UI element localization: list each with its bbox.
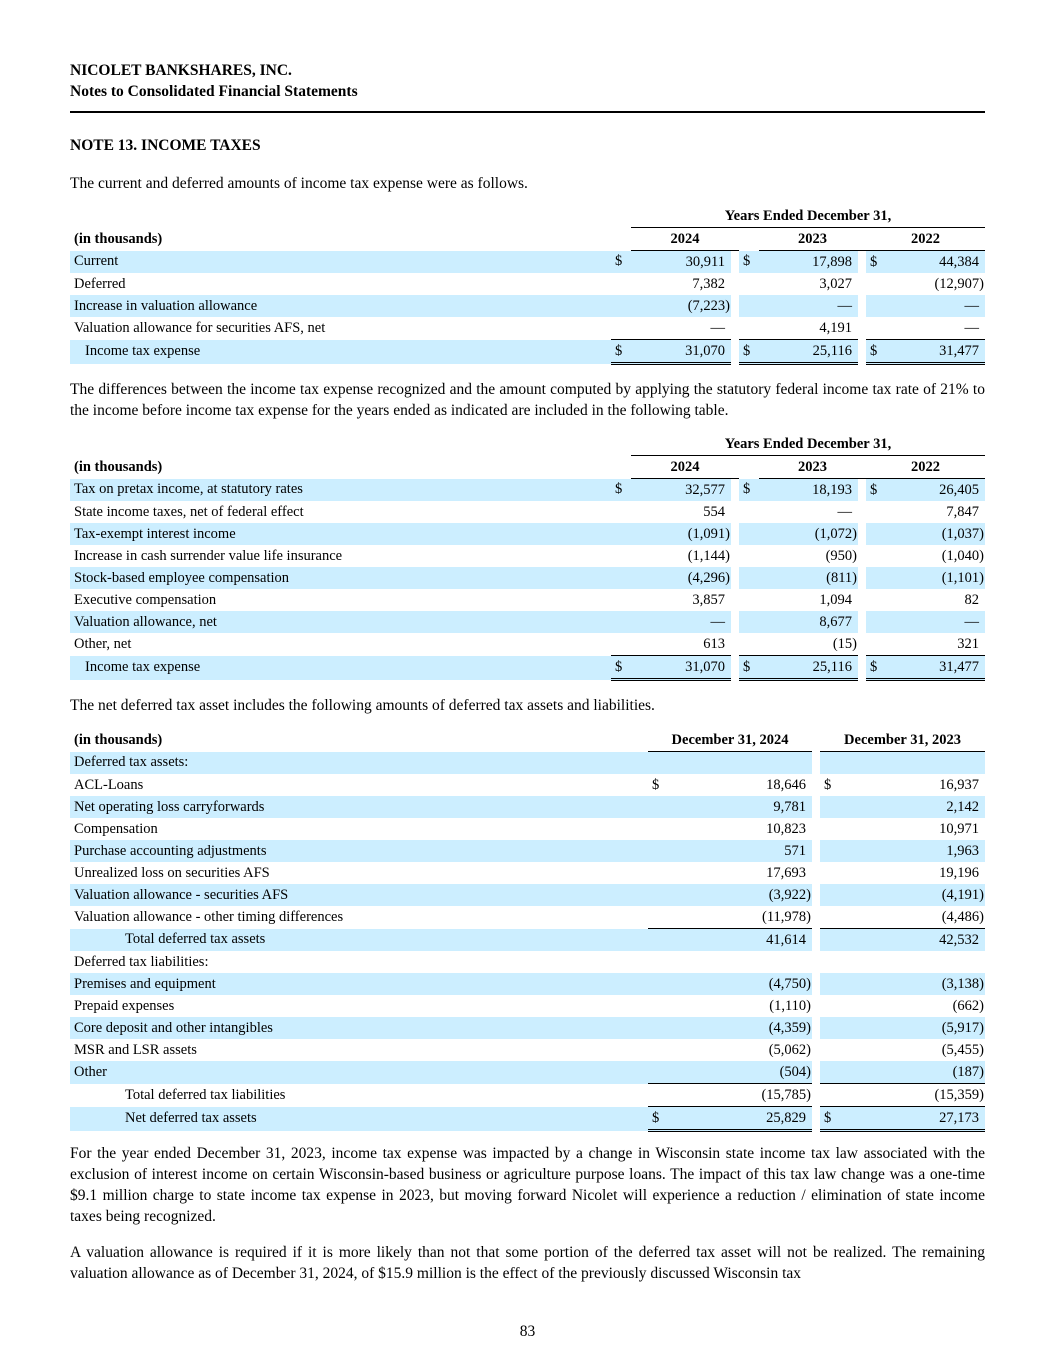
table-row <box>70 251 985 274</box>
table-subtotal-row <box>70 929 985 952</box>
currency-symbol: $ <box>824 776 832 793</box>
row-label: Valuation allowance, net <box>70 611 611 633</box>
table-row <box>70 774 985 796</box>
row-label: Increase in valuation allowance <box>70 295 611 317</box>
currency-symbol: $ <box>611 251 631 274</box>
row-label: Core deposit and other intangibles <box>70 1017 648 1039</box>
cell-value: 10,971 <box>939 820 979 837</box>
cell-value: 3,857 <box>692 591 725 608</box>
cell-value: (7,223) <box>631 295 731 317</box>
row-label: Tax on pretax income, at statutory rates <box>70 479 611 502</box>
section-title: Notes to Consolidated Financial Statements <box>70 83 358 100</box>
cell-value: 31,477 <box>886 340 985 364</box>
table-row <box>70 545 985 567</box>
table-row <box>70 501 985 523</box>
table-row <box>70 295 985 317</box>
cell-value: 3,027 <box>819 275 852 292</box>
cell-value: — <box>631 611 731 633</box>
cell-value: 42,532 <box>840 929 985 952</box>
table-row <box>70 1017 985 1039</box>
cell-value: (4,359) <box>668 1017 812 1039</box>
currency-symbol: $ <box>866 251 886 274</box>
table-row <box>70 906 985 929</box>
row-label: Purchase accounting adjustments <box>70 840 648 862</box>
cell-value: 2,142 <box>840 796 985 818</box>
cell-value: 18,193 <box>759 479 858 502</box>
cell-value: 17,693 <box>766 864 806 881</box>
table-super-header-row <box>70 205 985 228</box>
rate-reconciliation-table <box>70 433 985 681</box>
cell-value: (3,922) <box>668 884 812 906</box>
cell-value: (950) <box>825 547 857 564</box>
row-label: Valuation allowance for securities AFS, net <box>74 319 326 336</box>
cell-value: (811) <box>759 567 858 589</box>
cell-value: (3,138) <box>840 973 985 995</box>
cell-value: — <box>710 319 725 336</box>
note-title: NOTE 13. INCOME TAXES <box>70 137 261 154</box>
table-row <box>70 567 985 589</box>
cell-value: 31,070 <box>631 340 731 364</box>
year-header: 2024 <box>631 456 739 479</box>
cell-value: (12,907) <box>934 275 984 292</box>
section-label: Deferred tax liabilities: <box>74 953 209 970</box>
cell-value: — <box>837 503 852 520</box>
cell-value: 41,614 <box>668 929 812 952</box>
cell-value: 17,898 <box>759 251 858 274</box>
cell-value: 9,781 <box>668 796 812 818</box>
cell-value: — <box>886 611 985 633</box>
row-label: Income tax expense <box>70 340 611 364</box>
currency-symbol: $ <box>611 340 631 364</box>
cell-value: 31,070 <box>631 656 731 680</box>
table-section-row <box>70 951 985 973</box>
table-row <box>70 995 985 1017</box>
row-label: ACL-Loans <box>74 776 144 793</box>
cell-value: (504) <box>668 1061 812 1084</box>
row-label: Deferred <box>74 275 126 292</box>
table-section-row <box>70 752 985 775</box>
currency-symbol: $ <box>739 656 759 680</box>
cell-value: (1,037) <box>886 523 985 545</box>
units-label: (in thousands) <box>74 230 163 247</box>
table-row <box>70 862 985 884</box>
intro-paragraph-3: The net deferred tax asset includes the following amounts of deferred tax assets and liabilities. <box>70 697 655 714</box>
row-label: Other <box>70 1061 648 1084</box>
row-label: Increase in cash surrender value life insurance <box>74 547 343 564</box>
row-label: Valuation allowance - other timing differences <box>74 908 344 925</box>
cell-value: (187) <box>840 1061 985 1084</box>
years-ended-header: Years Ended December 31, <box>631 433 985 456</box>
paragraph-wisconsin-tax-law: For the year ended December 31, 2023, income tax expense was impacted by a change in Wisconsin state income tax law associated with the exclusion of interest income on certain Wisconsin-based business or agriculture purpose loans. The impact of this tax law change was a one-time $9.1 million charge to state income tax expense in 2023, but moving forward Nicolet will experience a reduction / elimination of state income taxes being recognized. <box>70 1145 985 1225</box>
header-rule <box>70 111 985 113</box>
table-total-row <box>70 340 985 364</box>
currency-symbol: $ <box>652 776 660 793</box>
table-row <box>70 818 985 840</box>
units-label: (in thousands) <box>74 458 163 475</box>
currency-symbol: $ <box>866 479 886 502</box>
year-header: 2023 <box>759 456 866 479</box>
cell-value: 7,382 <box>692 275 725 292</box>
units-label: (in thousands) <box>74 731 163 748</box>
intro-paragraph-1: The current and deferred amounts of income tax expense were as follows. <box>70 175 528 192</box>
row-label: Total deferred tax assets <box>70 929 648 952</box>
cell-value: 16,937 <box>939 776 979 793</box>
table-row <box>70 523 985 545</box>
row-label: Income tax expense <box>70 656 611 680</box>
table-header-row <box>70 228 985 251</box>
cell-value: 32,577 <box>631 479 731 502</box>
cell-value: (1,040) <box>941 547 984 564</box>
cell-value: (4,750) <box>668 973 812 995</box>
date-header: December 31, 2024 <box>648 729 812 752</box>
intro-paragraph-2: The differences between the income tax expense recognized and the amount computed by applying the statutory federal income tax rate of 21% to the income before income tax expense for the years ended as indicated are included in the following table. <box>70 381 985 419</box>
cell-value: (1,091) <box>631 523 731 545</box>
cell-value: (5,062) <box>768 1041 811 1058</box>
row-label: Total deferred tax liabilities <box>125 1086 286 1103</box>
table-row <box>70 273 985 295</box>
row-label: Net deferred tax assets <box>70 1107 648 1131</box>
cell-value: 25,116 <box>759 656 858 680</box>
cell-value: 8,677 <box>759 611 858 633</box>
years-ended-header: Years Ended December 31, <box>631 205 985 228</box>
paragraph-valuation-allowance: A valuation allowance is required if it is more likely than not that some portion of the deferred tax asset will not be realized. The remaining valuation allowance as of December 31, 2024, of $15.9 million is the effect of the previously discussed Wisconsin tax <box>70 1244 985 1282</box>
cell-value: (4,191) <box>840 884 985 906</box>
cell-value: 7,847 <box>946 503 979 520</box>
cell-value: (1,072) <box>759 523 858 545</box>
cell-value: 18,646 <box>766 776 806 793</box>
cell-value: (1,144) <box>687 547 730 564</box>
cell-value: 4,191 <box>819 319 852 336</box>
table-row <box>70 1061 985 1084</box>
section-label: Deferred tax assets: <box>70 752 648 775</box>
cell-value: (662) <box>952 997 984 1014</box>
table-row <box>70 479 985 502</box>
row-label: Premises and equipment <box>70 973 648 995</box>
cell-value: 571 <box>668 840 812 862</box>
cell-value: 27,173 <box>840 1107 985 1131</box>
cell-value: 26,405 <box>886 479 985 502</box>
row-label: Unrealized loss on securities AFS <box>74 864 270 881</box>
table-row <box>70 589 985 611</box>
row-label: Prepaid expenses <box>74 997 175 1014</box>
row-label: Executive compensation <box>74 591 217 608</box>
cell-value: — <box>886 295 985 317</box>
currency-symbol: $ <box>866 656 886 680</box>
row-label: State income taxes, net of federal effect <box>74 503 304 520</box>
cell-value: 1,963 <box>840 840 985 862</box>
cell-value: 19,196 <box>939 864 979 881</box>
cell-value: — <box>759 295 858 317</box>
table-row <box>70 973 985 995</box>
table-row <box>70 840 985 862</box>
currency-symbol: $ <box>611 656 631 680</box>
cell-value: (5,917) <box>840 1017 985 1039</box>
cell-value: (1,101) <box>886 567 985 589</box>
year-header: 2023 <box>759 228 866 251</box>
table-row <box>70 1039 985 1061</box>
table-header-row <box>70 729 985 752</box>
date-header: December 31, 2023 <box>820 729 985 752</box>
cell-value: (15,785) <box>668 1084 812 1107</box>
cell-value: 25,829 <box>668 1107 812 1131</box>
cell-value: 1,094 <box>819 591 852 608</box>
cell-value: (4,486) <box>941 908 984 925</box>
cell-value: 321 <box>957 635 979 652</box>
page-number: 83 <box>519 1323 536 1340</box>
currency-symbol: $ <box>739 340 759 364</box>
currency-symbol: $ <box>739 479 759 502</box>
row-label: Current <box>70 251 611 274</box>
cell-value: 31,477 <box>886 656 985 680</box>
row-label: Net operating loss carryforwards <box>70 796 648 818</box>
cell-value: 82 <box>964 591 979 608</box>
cell-value: 25,116 <box>759 340 858 364</box>
cell-value: (15) <box>832 635 857 652</box>
cell-value: — <box>964 319 979 336</box>
currency-symbol: $ <box>648 1107 668 1131</box>
currency-symbol: $ <box>820 1107 840 1131</box>
year-header: 2024 <box>631 228 739 251</box>
cell-value: (15,359) <box>840 1084 985 1107</box>
cell-value: 10,823 <box>766 820 806 837</box>
table-row <box>70 317 985 340</box>
cell-value: (4,296) <box>631 567 731 589</box>
currency-symbol: $ <box>739 251 759 274</box>
table-super-header-row <box>70 433 985 456</box>
year-header: 2022 <box>866 228 985 251</box>
row-label: Other, net <box>74 635 132 652</box>
cell-value: 30,911 <box>631 251 731 274</box>
row-label: Stock-based employee compensation <box>70 567 611 589</box>
cell-value: 554 <box>703 503 725 520</box>
table-row <box>70 611 985 633</box>
table-header-row <box>70 456 985 479</box>
row-label: Compensation <box>74 820 158 837</box>
table-row <box>70 796 985 818</box>
table-row <box>70 884 985 906</box>
cell-value: (11,978) <box>762 908 811 925</box>
row-label: Tax-exempt interest income <box>70 523 611 545</box>
cell-value: 613 <box>703 635 725 652</box>
currency-symbol: $ <box>866 340 886 364</box>
cell-value: 44,384 <box>886 251 985 274</box>
table-total-row <box>70 656 985 680</box>
row-label: MSR and LSR assets <box>74 1041 197 1058</box>
table-total-row <box>70 1107 985 1131</box>
income-tax-expense-table <box>70 205 985 365</box>
cell-value: (1,110) <box>769 997 811 1014</box>
company-name: NICOLET BANKSHARES, INC. <box>70 62 292 79</box>
table-subtotal-row <box>70 1084 985 1107</box>
deferred-tax-table <box>70 729 985 1132</box>
row-label: Valuation allowance - securities AFS <box>70 884 648 906</box>
cell-value: (5,455) <box>941 1041 984 1058</box>
table-row <box>70 633 985 656</box>
currency-symbol: $ <box>611 479 631 502</box>
year-header: 2022 <box>866 456 985 479</box>
